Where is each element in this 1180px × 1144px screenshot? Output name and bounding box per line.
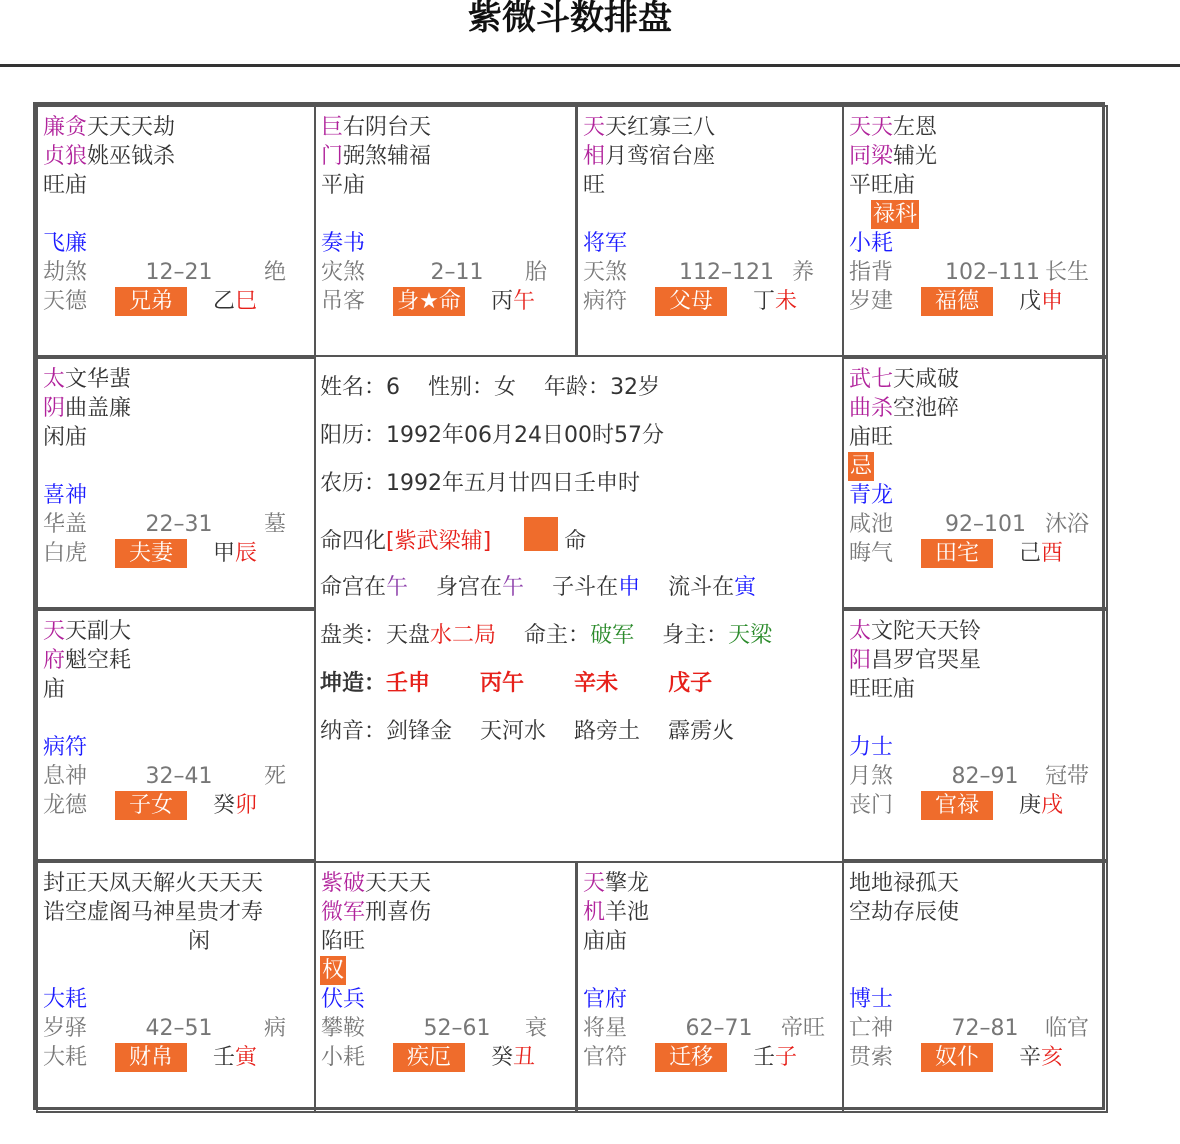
sui-star: 岁驿 bbox=[43, 1016, 88, 1041]
stem: 辛 bbox=[1019, 1045, 1042, 1070]
palace-wu bbox=[314, 105, 577, 357]
brightness: 庙庙 bbox=[583, 929, 628, 954]
basic-info-line: 姓名：6 性别：女 年龄：32岁 bbox=[320, 375, 661, 400]
life-stage: 病 bbox=[263, 1016, 286, 1041]
decade-range: 82–91 bbox=[951, 764, 1019, 789]
major-star: 贞狼 bbox=[43, 144, 88, 169]
major-star: 府 bbox=[43, 648, 66, 673]
major-star: 阳 bbox=[849, 648, 872, 673]
stem: 丙 bbox=[491, 289, 514, 314]
life-stage: 墓 bbox=[263, 512, 286, 537]
lunar-date-line: 农历：1992年五月廿四日壬申时 bbox=[320, 471, 641, 496]
shengong-branch: 午 bbox=[502, 575, 525, 600]
minor-stars: 天天天 bbox=[365, 871, 432, 896]
minor-stars: 羊池 bbox=[605, 900, 650, 925]
major-star: 阴 bbox=[43, 396, 66, 421]
palace-label[interactable]: 奴仆 bbox=[921, 1043, 993, 1072]
major-star: 天 bbox=[583, 115, 606, 140]
major-star: 微军 bbox=[321, 900, 366, 925]
nayin-month: 天河水 bbox=[480, 719, 547, 744]
name-value: 6 bbox=[386, 375, 401, 400]
palace-label[interactable]: 田宅 bbox=[921, 539, 993, 568]
life-stage: 养 bbox=[791, 260, 814, 285]
sui-star: 华盖 bbox=[43, 512, 88, 537]
minor-stars: 天天天劫 bbox=[87, 115, 176, 140]
palace-hai bbox=[842, 861, 1108, 1113]
life-stage: 长生 bbox=[1044, 260, 1089, 285]
boshi-star: 力士 bbox=[849, 735, 894, 760]
minor-stars: 魁空耗 bbox=[65, 648, 132, 673]
major-star: 天天 bbox=[849, 115, 894, 140]
decade-range: 2–11 bbox=[430, 260, 484, 285]
palace-shen bbox=[842, 105, 1108, 357]
branch: 子 bbox=[775, 1045, 798, 1070]
branch: 申 bbox=[1041, 289, 1064, 314]
palace-xu bbox=[842, 609, 1108, 861]
decade-range: 112–121 bbox=[679, 260, 774, 285]
palace-zi bbox=[576, 861, 844, 1113]
stem: 己 bbox=[1019, 541, 1042, 566]
minor-stars: 右阴台天 bbox=[343, 115, 432, 140]
minor-stars: 昌罗官哭星 bbox=[871, 648, 982, 673]
sui-star: 将星 bbox=[583, 1016, 628, 1041]
life-stage: 帝旺 bbox=[780, 1016, 825, 1041]
boshi-star: 飞廉 bbox=[43, 231, 88, 256]
minor-stars: 空池碎 bbox=[893, 396, 960, 421]
decade-range: 32–41 bbox=[145, 764, 213, 789]
major-star: 门 bbox=[321, 144, 344, 169]
minor-stars: 刑喜伤 bbox=[365, 900, 432, 925]
major-star: 机 bbox=[583, 900, 606, 925]
decade-range: 92–101 bbox=[945, 512, 1026, 537]
major-star: 曲杀 bbox=[849, 396, 894, 421]
minor-stars: 文陀天天铃 bbox=[871, 619, 982, 644]
sihua-badge: 禄科 bbox=[873, 202, 918, 227]
stem: 壬 bbox=[753, 1045, 776, 1070]
stem: 丁 bbox=[753, 289, 776, 314]
decade-range: 12–21 bbox=[145, 260, 213, 285]
brightness: 陷旺 bbox=[321, 929, 366, 954]
brightness: 平旺庙 bbox=[849, 173, 916, 198]
branch: 辰 bbox=[235, 541, 258, 566]
minor-stars: 文华蜚 bbox=[65, 367, 132, 392]
solar-date-line: 阳历：1992年06月24日00时57分 bbox=[320, 423, 664, 448]
shenzhu-value: 天梁 bbox=[728, 623, 773, 648]
sui-star: 月煞 bbox=[849, 764, 894, 789]
life-stage: 衰 bbox=[524, 1016, 547, 1041]
major-star: 天 bbox=[583, 871, 606, 896]
branch: 午 bbox=[513, 289, 536, 314]
palace-position-line: 命宫在午 身宫在午 子斗在申 流斗在寅 bbox=[320, 575, 757, 600]
sihua-color-swatch bbox=[524, 517, 558, 551]
decade-range: 52–61 bbox=[423, 1016, 491, 1041]
palace-label[interactable]: 夫妻 bbox=[115, 539, 187, 568]
sihua-badge: 忌 bbox=[850, 454, 873, 479]
palace-label[interactable]: 父母 bbox=[655, 287, 727, 316]
sui-star: 天煞 bbox=[583, 260, 628, 285]
sui-star: 白虎 bbox=[43, 541, 88, 566]
boshi-star: 将军 bbox=[583, 231, 628, 256]
sui-star: 大耗 bbox=[43, 1045, 88, 1070]
sui-star: 息神 bbox=[43, 764, 88, 789]
palace-label[interactable]: 福德 bbox=[921, 287, 993, 316]
palace-chen bbox=[36, 357, 316, 609]
palace-yin bbox=[36, 861, 316, 1113]
stem: 庚 bbox=[1019, 793, 1042, 818]
sihua-stars: [紫武梁辅] bbox=[386, 529, 492, 554]
sui-star: 亡神 bbox=[849, 1016, 894, 1041]
stem: 甲 bbox=[213, 541, 236, 566]
sihua-badge: 权 bbox=[322, 958, 345, 983]
page-title: 紫微斗数排盘 bbox=[468, 0, 672, 38]
sui-star: 劫煞 bbox=[43, 260, 88, 285]
life-stage: 绝 bbox=[263, 260, 286, 285]
mingzhu-value: 破军 bbox=[590, 623, 635, 648]
stem: 癸 bbox=[213, 793, 236, 818]
decade-range: 22–31 bbox=[145, 512, 213, 537]
major-star: 紫破 bbox=[321, 871, 366, 896]
brightness: 闲 bbox=[188, 929, 211, 954]
sui-star: 丧门 bbox=[849, 793, 894, 818]
hour-pillar: 戊子 bbox=[668, 671, 713, 696]
zidou-branch: 申 bbox=[618, 575, 641, 600]
palace-si bbox=[36, 105, 316, 357]
lunar-date: 1992年五月廿四日壬申时 bbox=[386, 471, 641, 496]
branch: 亥 bbox=[1041, 1045, 1064, 1070]
palace-label[interactable]: 兄弟 bbox=[115, 287, 187, 316]
palace-you bbox=[842, 357, 1108, 609]
center-info-panel bbox=[314, 355, 844, 863]
sui-star: 贯索 bbox=[849, 1045, 894, 1070]
major-star: 同梁 bbox=[849, 144, 894, 169]
branch: 未 bbox=[775, 289, 798, 314]
title-divider bbox=[0, 64, 1180, 67]
stem: 戊 bbox=[1019, 289, 1042, 314]
month-pillar: 丙午 bbox=[480, 671, 525, 696]
minor-stars: 擎龙 bbox=[605, 871, 650, 896]
major-star: 天 bbox=[43, 619, 66, 644]
liudou-branch: 寅 bbox=[734, 575, 757, 600]
wuxing-ju: 水二局 bbox=[430, 623, 497, 648]
stem: 癸 bbox=[491, 1045, 514, 1070]
minor-stars: 地地禄孤天 bbox=[849, 871, 960, 896]
decade-range: 72–81 bbox=[951, 1016, 1019, 1041]
sui-star: 岁建 bbox=[849, 289, 894, 314]
boshi-star: 病符 bbox=[43, 735, 88, 760]
palace-label[interactable]: 疾厄 bbox=[393, 1043, 465, 1072]
sui-star: 晦气 bbox=[849, 541, 894, 566]
nayin-hour: 霹雳火 bbox=[668, 719, 735, 744]
minor-stars: 左恩 bbox=[893, 115, 938, 140]
minor-stars: 辅光 bbox=[893, 144, 938, 169]
life-stage: 冠带 bbox=[1044, 764, 1089, 789]
sihua-line: 命四化[紫武梁辅] 命 bbox=[320, 517, 586, 556]
major-star: 武七 bbox=[849, 367, 894, 392]
boshi-star: 青龙 bbox=[849, 483, 894, 508]
panlei-line: 盘类：天盘水二局 命主：破军 身主：天梁 bbox=[320, 623, 773, 648]
decade-range: 42–51 bbox=[145, 1016, 213, 1041]
branch: 酉 bbox=[1041, 541, 1064, 566]
major-star: 相 bbox=[583, 144, 606, 169]
palace-wei bbox=[576, 105, 844, 357]
boshi-star: 奏书 bbox=[321, 231, 366, 256]
minor-stars: 弼煞辅福 bbox=[343, 144, 432, 169]
boshi-star: 大耗 bbox=[43, 987, 88, 1012]
nayin-day: 路旁土 bbox=[574, 719, 641, 744]
palace-label[interactable]: 身★命 bbox=[393, 287, 465, 316]
sui-star: 病符 bbox=[583, 289, 628, 314]
stem: 壬 bbox=[213, 1045, 236, 1070]
palace-label[interactable]: 财帛 bbox=[115, 1043, 187, 1072]
brightness: 平庙 bbox=[321, 173, 366, 198]
solar-date: 1992年06月24日00时57分 bbox=[386, 423, 664, 448]
branch: 卯 bbox=[235, 793, 258, 818]
minggong-branch: 午 bbox=[386, 575, 409, 600]
life-stage: 沐浴 bbox=[1044, 512, 1089, 537]
sui-star: 龙德 bbox=[43, 793, 88, 818]
brightness: 闲庙 bbox=[43, 425, 88, 450]
minor-stars: 诰空虚阁马神星贵才寿 bbox=[43, 900, 264, 925]
minor-stars: 天咸破 bbox=[893, 367, 960, 392]
sui-star: 灾煞 bbox=[321, 260, 366, 285]
decade-range: 62–71 bbox=[685, 1016, 753, 1041]
major-star: 太 bbox=[849, 619, 872, 644]
palace-chou bbox=[314, 861, 577, 1113]
boshi-star: 小耗 bbox=[849, 231, 894, 256]
kunzao-line: 坤造：壬申 丙午 辛未 戊子 bbox=[320, 671, 713, 696]
palace-label[interactable]: 子女 bbox=[115, 791, 187, 820]
brightness: 旺庙 bbox=[43, 173, 88, 198]
sui-star: 吊客 bbox=[321, 289, 366, 314]
life-stage: 死 bbox=[263, 764, 286, 789]
nayin-line: 纳音：剑锋金 天河水 路旁土 霹雳火 bbox=[320, 719, 735, 744]
sui-star: 咸池 bbox=[849, 512, 894, 537]
palace-label[interactable]: 迁移 bbox=[655, 1043, 727, 1072]
sui-star: 攀鞍 bbox=[321, 1016, 366, 1041]
major-star: 廉贪 bbox=[43, 115, 88, 140]
branch: 巳 bbox=[235, 289, 258, 314]
minor-stars: 天红寡三八 bbox=[605, 115, 716, 140]
boshi-star: 官府 bbox=[583, 987, 628, 1012]
minor-stars: 姚巫钺杀 bbox=[87, 144, 176, 169]
sui-star: 天德 bbox=[43, 289, 88, 314]
sui-star: 官符 bbox=[583, 1045, 628, 1070]
minor-stars: 月鸾宿台座 bbox=[605, 144, 716, 169]
age-value: 32岁 bbox=[610, 375, 661, 400]
year-pillar: 壬申 bbox=[386, 671, 431, 696]
sui-star: 小耗 bbox=[321, 1045, 366, 1070]
branch: 丑 bbox=[513, 1045, 536, 1070]
stem: 乙 bbox=[213, 289, 236, 314]
major-star: 太 bbox=[43, 367, 66, 392]
decade-range: 102–111 bbox=[945, 260, 1040, 285]
life-stage: 临官 bbox=[1044, 1016, 1089, 1041]
brightness: 庙旺 bbox=[849, 425, 894, 450]
brightness: 旺 bbox=[583, 173, 606, 198]
palace-label[interactable]: 官禄 bbox=[921, 791, 993, 820]
brightness: 庙 bbox=[43, 677, 66, 702]
palace-mao bbox=[36, 609, 316, 861]
minor-stars: 曲盖廉 bbox=[65, 396, 132, 421]
major-star: 巨 bbox=[321, 115, 344, 140]
life-stage: 胎 bbox=[524, 260, 547, 285]
boshi-star: 伏兵 bbox=[321, 987, 366, 1012]
boshi-star: 博士 bbox=[849, 987, 894, 1012]
sui-star: 指背 bbox=[849, 260, 894, 285]
branch: 戌 bbox=[1041, 793, 1064, 818]
boshi-star: 喜神 bbox=[43, 483, 88, 508]
gender-value: 女 bbox=[494, 375, 517, 400]
minor-stars: 封正天凤天解火天天天 bbox=[43, 871, 264, 896]
ziwei-chart bbox=[33, 102, 1105, 1110]
brightness: 旺旺庙 bbox=[849, 677, 916, 702]
branch: 寅 bbox=[235, 1045, 258, 1070]
minor-stars: 空劫存辰使 bbox=[849, 900, 960, 925]
nayin-year: 剑锋金 bbox=[386, 719, 453, 744]
day-pillar: 辛未 bbox=[574, 671, 619, 696]
minor-stars: 天副大 bbox=[65, 619, 132, 644]
